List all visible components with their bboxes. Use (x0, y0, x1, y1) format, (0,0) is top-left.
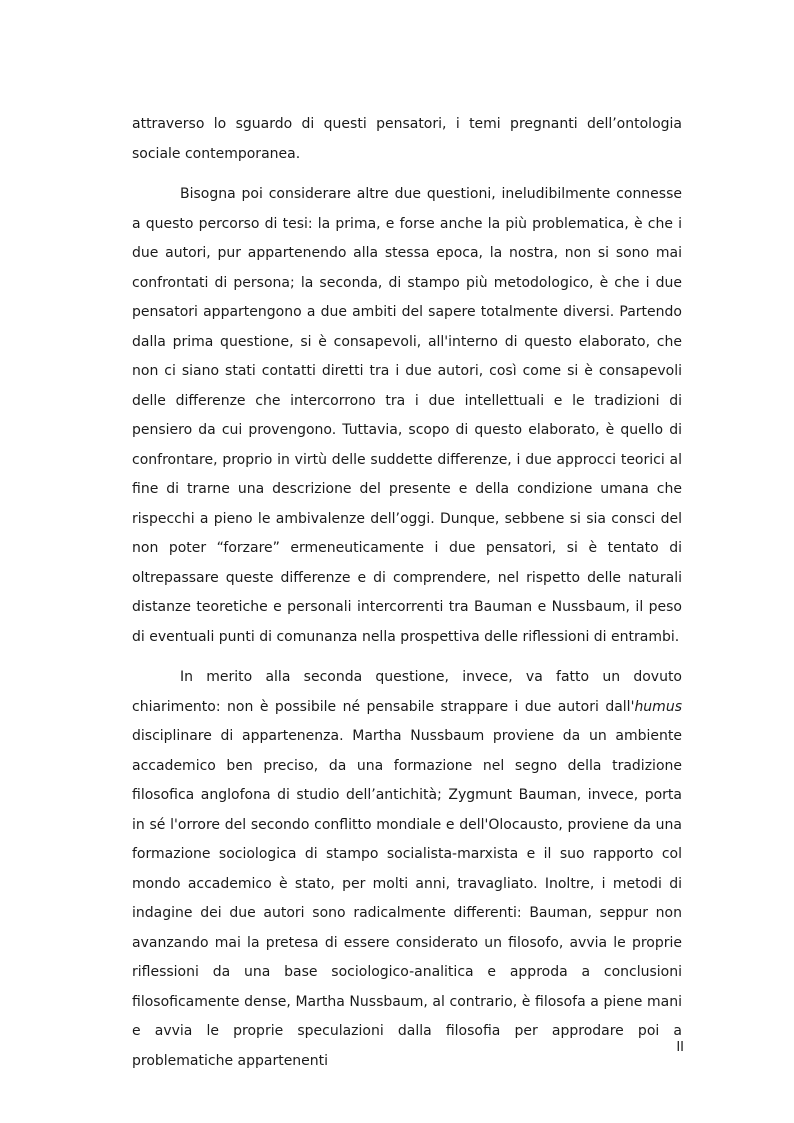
paragraph-3-text-after: disciplinare di appartenenza. Martha Nussbaum proviene da un ambiente accademico ben preciso, da una formazione nel segno della tradizione filosofica anglofona di studio dell’antichità; Zygmunt Bauman, invece, porta in sé l'orrore del secondo conflitto mondiale e dell'Olocausto, proviene da una formazione sociologica di stampo socialista-marxista e il suo rapporto col mondo accademico è stato, per molti anni, travagliato. Inoltre, i metodi di indagine dei due autori sono radicalmente differenti: Bauman, seppur non avanzando mai la pretesa di essere considerato un filosofo, avvia le proprie riflessioni da una base sociologico-analitica e approda a conclusioni filosoficamente dense, Martha Nussbaum, al contrario, è filosofa a piene mani e avvia le proprie speculazioni dalla filosofia per approdare poi a problematiche appartenenti (132, 728, 682, 1069)
paragraph-2: Bisogna poi considerare altre due questioni, ineludibilmente connesse a questo percorso di tesi: la prima, e forse anche la più problematica, è che i due autori, pur appartenendo alla stessa epoca, la nostra, non si sono mai confrontati di persona; la seconda, di stampo più metodologico, è che i due pensatori appartengono a due ambiti del sapere totalmente diversi. Partendo dalla prima questione, si è consapevoli, all'interno di questo elaborato, che non ci siano stati contatti diretti tra i due autori, così come si è consapevoli delle differenze che intercorrono tra i due intellettuali e le tradizioni di pensiero da cui provengono. Tuttavia, scopo di questo elaborato, è quello di confrontare, proprio in virtù delle suddette differenze, i due approcci teorici al fine di trarne una descrizione del presente e della condizione umana che rispecchi a pieno le ambivalenze dell’oggi. Dunque, sebbene si sia consci del non poter “forzare” ermeneuticamente i due pensatori, si è tentato di oltrepassare queste differenze e di comprendere, nel rispetto delle naturali distanze teoretiche e personali intercorrenti tra Bauman e Nussbaum, il peso di eventuali punti di comunanza nella prospettiva delle riflessioni di entrambi. (132, 186, 682, 645)
paragraph-1: attraverso lo sguardo di questi pensatori, i temi pregnanti dell’ontologia sociale contemporanea. (132, 116, 682, 162)
page-number: II (676, 1040, 684, 1055)
italic-term-humus: humus (634, 698, 682, 715)
paragraph-3 (132, 663, 682, 1076)
paragraph-3-text-before: In merito alla seconda questione, invece, va fatto un dovuto chiarimento: non è possibile né pensabile strappare i due autori dall' (132, 669, 682, 715)
document-body (132, 110, 682, 1087)
